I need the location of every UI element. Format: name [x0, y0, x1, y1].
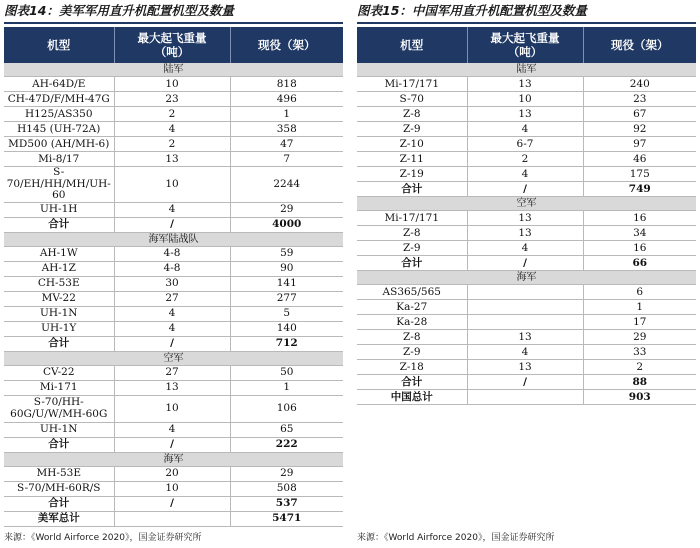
max-weight-cell: 13 — [467, 330, 583, 345]
model-cell: S-70 — [357, 92, 467, 107]
active-count-cell: 2244 — [230, 167, 343, 203]
active-count-cell: 33 — [583, 345, 696, 360]
max-weight-cell: 27 — [114, 365, 230, 380]
table-row — [357, 300, 696, 315]
max-weight-cell: 4 — [467, 122, 583, 137]
grand-total-label: 美军总计 — [4, 511, 114, 526]
max-weight-cell: 13 — [467, 226, 583, 241]
subtotal-weight: / — [467, 375, 583, 390]
model-cell: AH-1Z — [4, 261, 114, 276]
table-row — [4, 246, 343, 261]
column-header: 最大起飞重量 （吨） — [114, 27, 230, 63]
section-row — [357, 271, 696, 285]
source-note: 来源：《World Airforce 2020》，国金证券研究所 — [4, 533, 202, 543]
active-count-cell: 106 — [230, 395, 343, 422]
max-weight-cell: 4 — [467, 241, 583, 256]
max-weight-cell — [467, 285, 583, 300]
table-row — [4, 276, 343, 291]
active-count-cell: 47 — [230, 137, 343, 152]
table-row — [4, 321, 343, 336]
model-cell: AH-1W — [4, 246, 114, 261]
table-row — [357, 167, 696, 182]
max-weight-cell: 10 — [467, 92, 583, 107]
max-weight-cell: 13 — [114, 380, 230, 395]
table-row — [4, 422, 343, 437]
subtotal-row — [4, 496, 343, 511]
active-count-cell: 17 — [583, 315, 696, 330]
active-count-cell: 141 — [230, 276, 343, 291]
active-count-cell: 240 — [583, 77, 696, 92]
china-helicopter-figure — [357, 0, 696, 405]
subtotal-weight: / — [114, 336, 230, 351]
model-cell: UH-1N — [4, 306, 114, 321]
table-row — [4, 395, 343, 422]
model-cell: Ka-28 — [357, 315, 467, 330]
grand-total-weight — [114, 511, 230, 526]
max-weight-cell: 4 — [467, 167, 583, 182]
max-weight-cell: 2 — [114, 137, 230, 152]
subtotal-label: 合计 — [357, 182, 467, 197]
active-count-cell: 29 — [230, 466, 343, 481]
subtotal-label: 合计 — [357, 256, 467, 271]
max-weight-cell: 10 — [114, 395, 230, 422]
model-cell: UH-1H — [4, 202, 114, 217]
max-weight-cell — [467, 315, 583, 330]
section-label: 海军陆战队 — [4, 232, 343, 246]
model-cell: Z-10 — [357, 137, 467, 152]
table-row — [4, 107, 343, 122]
max-weight-cell: 20 — [114, 466, 230, 481]
subtotal-weight: / — [467, 182, 583, 197]
max-weight-cell: 4 — [114, 306, 230, 321]
subtotal-weight: / — [467, 256, 583, 271]
active-count-cell: 5 — [230, 306, 343, 321]
table-row — [4, 481, 343, 496]
max-weight-cell: 4 — [114, 422, 230, 437]
table-row — [357, 92, 696, 107]
section-label: 海军 — [357, 271, 696, 285]
model-cell: S-70/EH/HH/MH/UH-60 — [4, 167, 114, 203]
model-cell: Z-11 — [357, 152, 467, 167]
active-count-cell: 1 — [230, 380, 343, 395]
max-weight-cell — [467, 300, 583, 315]
table-row — [4, 466, 343, 481]
grand-total-count: 5471 — [230, 511, 343, 526]
subtotal-weight: / — [114, 437, 230, 452]
active-count-cell: 97 — [583, 137, 696, 152]
max-weight-cell: 4-8 — [114, 246, 230, 261]
model-cell: Mi-17/171 — [357, 211, 467, 226]
section-label: 空军 — [357, 197, 696, 211]
column-header: 现役（架） — [583, 27, 696, 63]
model-cell: Z-19 — [357, 167, 467, 182]
subtotal-count: 4000 — [230, 217, 343, 232]
header-row — [4, 27, 343, 63]
section-row — [357, 197, 696, 211]
section-label: 空军 — [4, 351, 343, 365]
model-cell: Z-8 — [357, 330, 467, 345]
subtotal-row — [4, 336, 343, 351]
active-count-cell: 2 — [583, 360, 696, 375]
figure-title: 图表15：中国军用直升机配置机型及数量 — [357, 0, 696, 24]
section-row — [4, 351, 343, 365]
table-row — [357, 285, 696, 300]
active-count-cell: 67 — [583, 107, 696, 122]
active-count-cell: 16 — [583, 211, 696, 226]
model-cell: H125/AS350 — [4, 107, 114, 122]
active-count-cell: 46 — [583, 152, 696, 167]
max-weight-cell: 13 — [467, 77, 583, 92]
max-weight-cell: 23 — [114, 92, 230, 107]
table-row — [4, 380, 343, 395]
section-row — [4, 232, 343, 246]
model-cell: MH-53E — [4, 466, 114, 481]
table-row — [357, 360, 696, 375]
table-row — [357, 122, 696, 137]
table-row — [357, 315, 696, 330]
model-cell: Mi-171 — [4, 380, 114, 395]
model-cell: Ka-27 — [357, 300, 467, 315]
active-count-cell: 7 — [230, 152, 343, 167]
active-count-cell: 1 — [230, 107, 343, 122]
active-count-cell: 90 — [230, 261, 343, 276]
table-row — [357, 137, 696, 152]
model-cell: Mi-8/17 — [4, 152, 114, 167]
subtotal-weight: / — [114, 217, 230, 232]
subtotal-count: 749 — [583, 182, 696, 197]
grand-total-count: 903 — [583, 390, 696, 405]
active-count-cell: 34 — [583, 226, 696, 241]
active-count-cell: 29 — [230, 202, 343, 217]
active-count-cell: 92 — [583, 122, 696, 137]
section-row — [4, 63, 343, 77]
subtotal-row — [4, 437, 343, 452]
subtotal-count: 222 — [230, 437, 343, 452]
table-row — [4, 167, 343, 203]
table-row — [357, 107, 696, 122]
table-row — [4, 306, 343, 321]
model-cell: UH-1N — [4, 422, 114, 437]
grand-total-row — [357, 390, 696, 405]
subtotal-label: 合计 — [4, 496, 114, 511]
table-row — [357, 226, 696, 241]
subtotal-label: 合计 — [4, 217, 114, 232]
active-count-cell: 175 — [583, 167, 696, 182]
model-cell: Z-8 — [357, 226, 467, 241]
max-weight-cell: 10 — [114, 167, 230, 203]
active-count-cell: 140 — [230, 321, 343, 336]
model-cell: CH-53E — [4, 276, 114, 291]
model-cell: Mi-17/171 — [357, 77, 467, 92]
column-header: 最大起飞重量 （吨） — [467, 27, 583, 63]
figure-title: 图表14：美军军用直升机配置机型及数量 — [4, 0, 343, 24]
model-cell: CV-22 — [4, 365, 114, 380]
model-cell: MD500 (AH/MH-6) — [4, 137, 114, 152]
max-weight-cell: 4 — [114, 122, 230, 137]
section-label: 海军 — [4, 452, 343, 466]
section-label: 陆军 — [4, 63, 343, 77]
header-row — [357, 27, 696, 63]
table-row — [4, 202, 343, 217]
model-cell: MV-22 — [4, 291, 114, 306]
max-weight-cell: 10 — [114, 481, 230, 496]
subtotal-weight: / — [114, 496, 230, 511]
table-row — [4, 261, 343, 276]
max-weight-cell: 13 — [467, 211, 583, 226]
max-weight-cell: 13 — [114, 152, 230, 167]
max-weight-cell: 6-7 — [467, 137, 583, 152]
table-row — [357, 345, 696, 360]
subtotal-label: 合计 — [4, 437, 114, 452]
us-helicopter-table — [4, 27, 343, 527]
grand-total-row — [4, 511, 343, 526]
column-header: 机型 — [357, 27, 467, 63]
subtotal-count: 712 — [230, 336, 343, 351]
model-cell: Z-8 — [357, 107, 467, 122]
subtotal-count: 537 — [230, 496, 343, 511]
table-row — [4, 365, 343, 380]
active-count-cell: 6 — [583, 285, 696, 300]
table-row — [4, 291, 343, 306]
model-cell: Z-18 — [357, 360, 467, 375]
subtotal-label: 合计 — [357, 375, 467, 390]
max-weight-cell: 2 — [467, 152, 583, 167]
table-row — [4, 122, 343, 137]
active-count-cell: 65 — [230, 422, 343, 437]
china-helicopter-table — [357, 27, 696, 405]
grand-total-label: 中国总计 — [357, 390, 467, 405]
us-helicopter-figure — [4, 0, 343, 527]
table-row — [4, 77, 343, 92]
section-row — [357, 63, 696, 77]
table-row — [4, 92, 343, 107]
active-count-cell: 818 — [230, 77, 343, 92]
active-count-cell: 50 — [230, 365, 343, 380]
active-count-cell: 496 — [230, 92, 343, 107]
column-header: 现役（架） — [230, 27, 343, 63]
model-cell: Z-9 — [357, 241, 467, 256]
model-cell: S-70/HH-60G/U/W/MH-60G — [4, 395, 114, 422]
model-cell: S-70/MH-60R/S — [4, 481, 114, 496]
active-count-cell: 29 — [583, 330, 696, 345]
subtotal-count: 88 — [583, 375, 696, 390]
active-count-cell: 358 — [230, 122, 343, 137]
table-row — [357, 211, 696, 226]
max-weight-cell: 13 — [467, 360, 583, 375]
active-count-cell: 59 — [230, 246, 343, 261]
table-row — [357, 330, 696, 345]
max-weight-cell: 10 — [114, 77, 230, 92]
max-weight-cell: 30 — [114, 276, 230, 291]
source-note: 来源：《World Airforce 2020》，国金证券研究所 — [357, 533, 555, 543]
active-count-cell: 508 — [230, 481, 343, 496]
subtotal-count: 66 — [583, 256, 696, 271]
max-weight-cell: 4-8 — [114, 261, 230, 276]
section-row — [4, 452, 343, 466]
model-cell: Z-9 — [357, 345, 467, 360]
table-row — [357, 152, 696, 167]
model-cell: UH-1Y — [4, 321, 114, 336]
subtotal-row — [357, 182, 696, 197]
section-label: 陆军 — [357, 63, 696, 77]
table-row — [357, 241, 696, 256]
max-weight-cell: 13 — [467, 107, 583, 122]
max-weight-cell: 4 — [467, 345, 583, 360]
active-count-cell: 23 — [583, 92, 696, 107]
max-weight-cell: 4 — [114, 321, 230, 336]
active-count-cell: 277 — [230, 291, 343, 306]
model-cell: Z-9 — [357, 122, 467, 137]
model-cell: CH-47D/F/MH-47G — [4, 92, 114, 107]
subtotal-label: 合计 — [4, 336, 114, 351]
max-weight-cell: 2 — [114, 107, 230, 122]
subtotal-row — [357, 375, 696, 390]
model-cell: H145 (UH-72A) — [4, 122, 114, 137]
active-count-cell: 16 — [583, 241, 696, 256]
max-weight-cell: 27 — [114, 291, 230, 306]
active-count-cell: 1 — [583, 300, 696, 315]
column-header: 机型 — [4, 27, 114, 63]
model-cell: AS365/565 — [357, 285, 467, 300]
model-cell: AH-64D/E — [4, 77, 114, 92]
grand-total-weight — [467, 390, 583, 405]
table-row — [4, 152, 343, 167]
table-row — [357, 77, 696, 92]
max-weight-cell: 4 — [114, 202, 230, 217]
subtotal-row — [4, 217, 343, 232]
table-row — [4, 137, 343, 152]
subtotal-row — [357, 256, 696, 271]
